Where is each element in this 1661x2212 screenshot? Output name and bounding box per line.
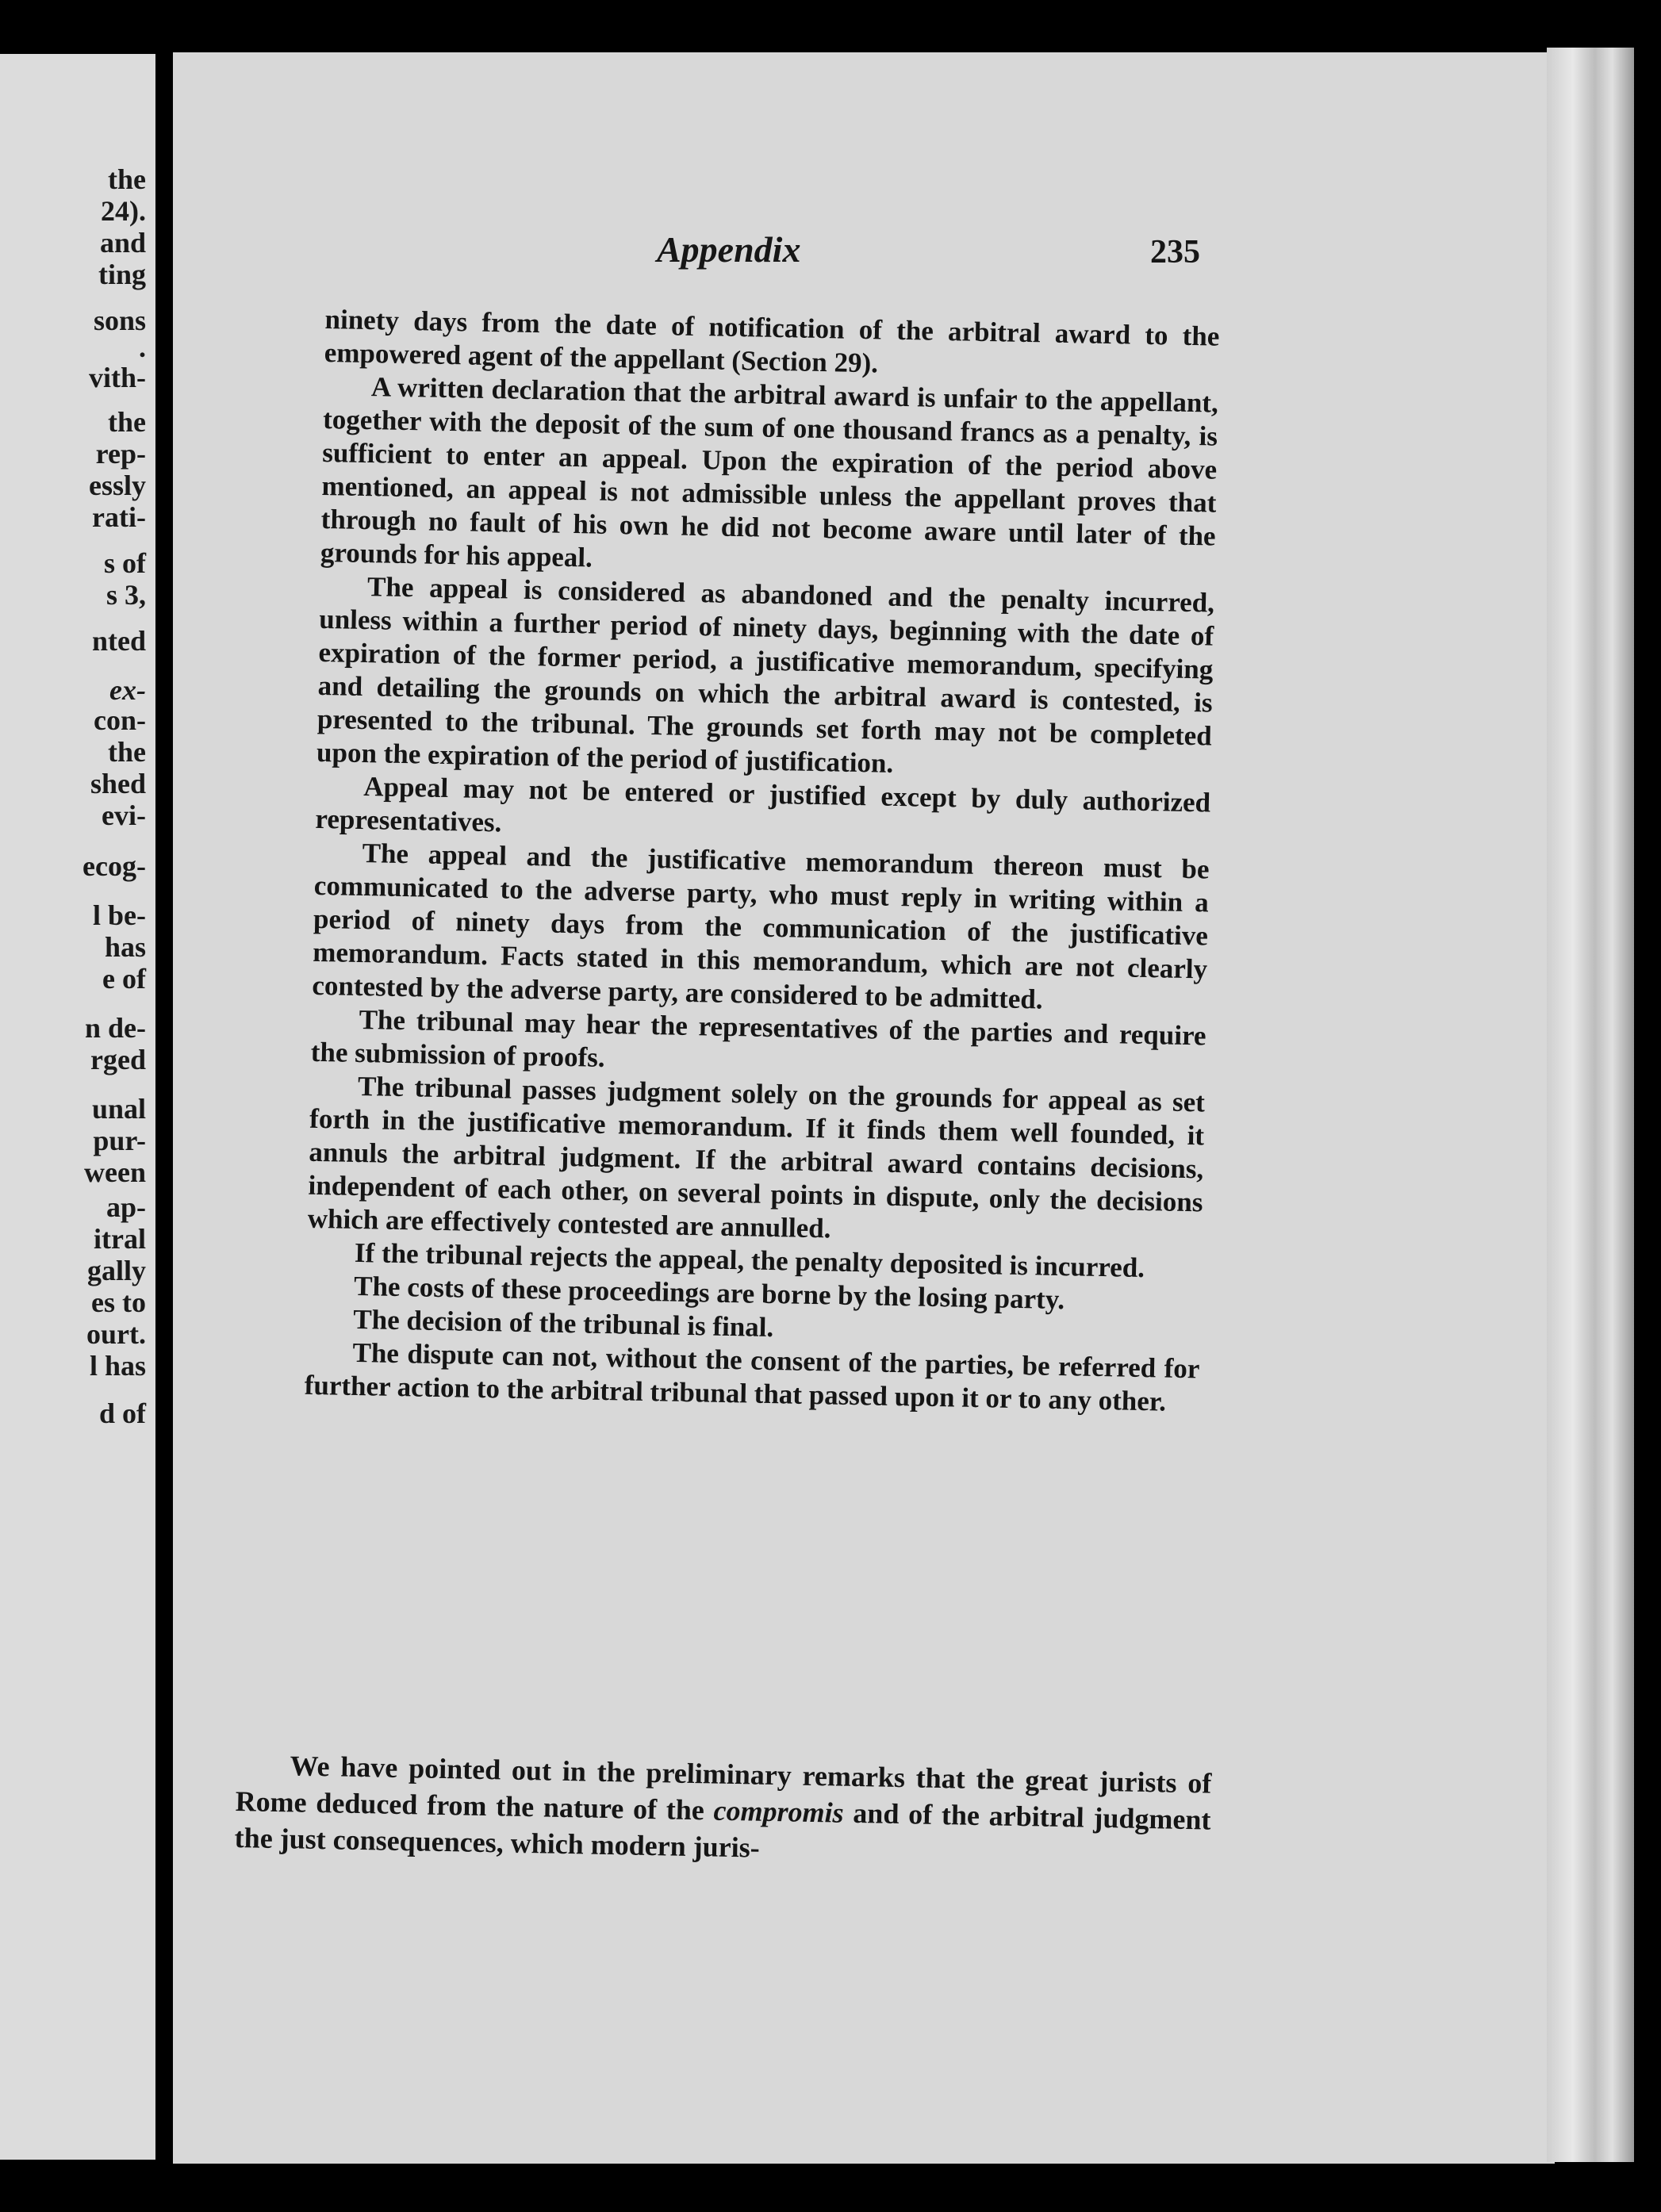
- facing-page-fragment: n de-: [84, 1012, 146, 1044]
- paragraph: The appeal is considered as abandoned and the penalty incurred, unless within a further period of ninety days, beginning with the date of expiration of the former period, a justificative memorandum, specifying and detailing the grounds on which the arbitral award is contested, is presented to the tribunal. The grounds set forth may not be completed upon the expiration of the period of justification.: [316, 571, 1215, 779]
- facing-page-fragment: rati-: [92, 501, 146, 533]
- facing-page-fragment: ting: [98, 259, 146, 290]
- facing-page-fragment: ween: [84, 1156, 146, 1188]
- paragraph: The decision of the tribunal is final.: [353, 1303, 774, 1344]
- facing-page-fragment: l be-: [93, 899, 146, 931]
- facing-page-fragment: s 3,: [105, 579, 146, 611]
- appendix-text: [304, 303, 1219, 1419]
- closing-text: [234, 1746, 1211, 1875]
- italic-term: compromis: [713, 1794, 845, 1829]
- paragraph: The tribunal may hear the representatives of the parties and require the submission of proofs.: [310, 1003, 1206, 1073]
- facing-page-fragment: vith-: [89, 362, 146, 393]
- facing-page-fragment: 24).: [101, 195, 146, 227]
- facing-page-fragment: ap-: [105, 1191, 146, 1223]
- paragraph: If the tribunal rejects the appeal, the penalty deposited is incurred.: [354, 1236, 1145, 1284]
- facing-page-fragment: rep-: [95, 438, 146, 470]
- facing-page-fragment: rged: [90, 1044, 146, 1075]
- facing-page-fragment: l has: [89, 1350, 146, 1382]
- closing-before: We have pointed out in the preliminary remarks that the great jurists of Rome deduced from the nature of the: [235, 1750, 1212, 1827]
- page-edge: [1547, 48, 1634, 2162]
- facing-page-fragment: the: [108, 736, 146, 768]
- facing-page-fragment: unal: [91, 1093, 146, 1125]
- facing-page-fragment: d of: [98, 1397, 146, 1429]
- facing-page-fragment: .: [139, 332, 146, 363]
- facing-page-fragment: ourt.: [86, 1318, 146, 1350]
- facing-page-fragment: es to: [91, 1286, 146, 1318]
- facing-page-fragment: evi-: [102, 799, 146, 831]
- facing-page-fragment: gally: [86, 1255, 146, 1286]
- closing-after: and of the arbitral judgment the just consequences, which modern juris-: [234, 1796, 1211, 1864]
- facing-page-fragment: the: [108, 163, 146, 195]
- paragraph: The costs of these proceedings are borne by the losing party.: [353, 1270, 1065, 1316]
- paragraph: The tribunal passes judgment solely on the grounds for appeal as set forth in the justificative memorandum. If it finds them well founded, it annuls the arbitral judgment. If the arbitral award contains decisions, independent of each other, on several points in dispute, only the decisions which are effectively contested are annulled.: [307, 1070, 1206, 1244]
- facing-page-fragment: and: [99, 227, 146, 259]
- paragraph: The dispute can not, without the consent of the parties, be referred for further action to the arbitral tribunal that passed upon it or to any other.: [304, 1336, 1200, 1417]
- facing-page-fragment: ex-: [109, 674, 146, 706]
- facing-page-fragment: con-: [94, 704, 146, 736]
- facing-page-fragment: s of: [104, 547, 146, 579]
- facing-page-fragment: pur-: [93, 1125, 146, 1156]
- facing-page-fragment: the: [108, 406, 146, 438]
- paragraph: The appeal and the justificative memorandum thereon must be communicated to the adverse party, who must reply in writing within a period of ninety days from the communication of the justificative memorandum. Facts stated in this memorandum, which are not clearly contested by the adverse party, are considered to be admitted.: [312, 838, 1210, 1015]
- paragraph: ninety days from the date of notification of the arbitral award to the empowered agent of the appellant (Section 29).: [324, 303, 1220, 379]
- facing-page-fragment: shed: [90, 768, 146, 799]
- book-spine: [155, 49, 173, 2167]
- facing-page-fragment: nted: [91, 625, 146, 657]
- closing-paragraph: [234, 1746, 1211, 1875]
- facing-page-fragment: has: [104, 931, 146, 963]
- page-number: 235: [1150, 234, 1200, 270]
- paragraph: A written declaration that the arbitral award is unfair to the appellant, together with the deposit of the sum of one thousand francs as a penalty, is sufficient to enter an appeal. Upon the expiration of the period above mentioned, an appeal is not admissible unless the appellant proves that through no fault of his own he did not become aware until later of the grounds for his appeal.: [320, 371, 1219, 573]
- running-title: Appendix: [657, 229, 801, 270]
- facing-page-fragment: essly: [89, 470, 146, 501]
- facing-page-fragment: itral: [94, 1223, 146, 1255]
- page-header: [173, 228, 1555, 276]
- facing-page-fragment: ecog-: [82, 850, 146, 882]
- facing-page-fragment: sons: [93, 305, 146, 336]
- facing-page-fragment: e of: [102, 963, 146, 995]
- paragraph: Appeal may not be entered or justified except by duly authorized representatives.: [315, 771, 1211, 838]
- facing-page: [0, 54, 155, 2160]
